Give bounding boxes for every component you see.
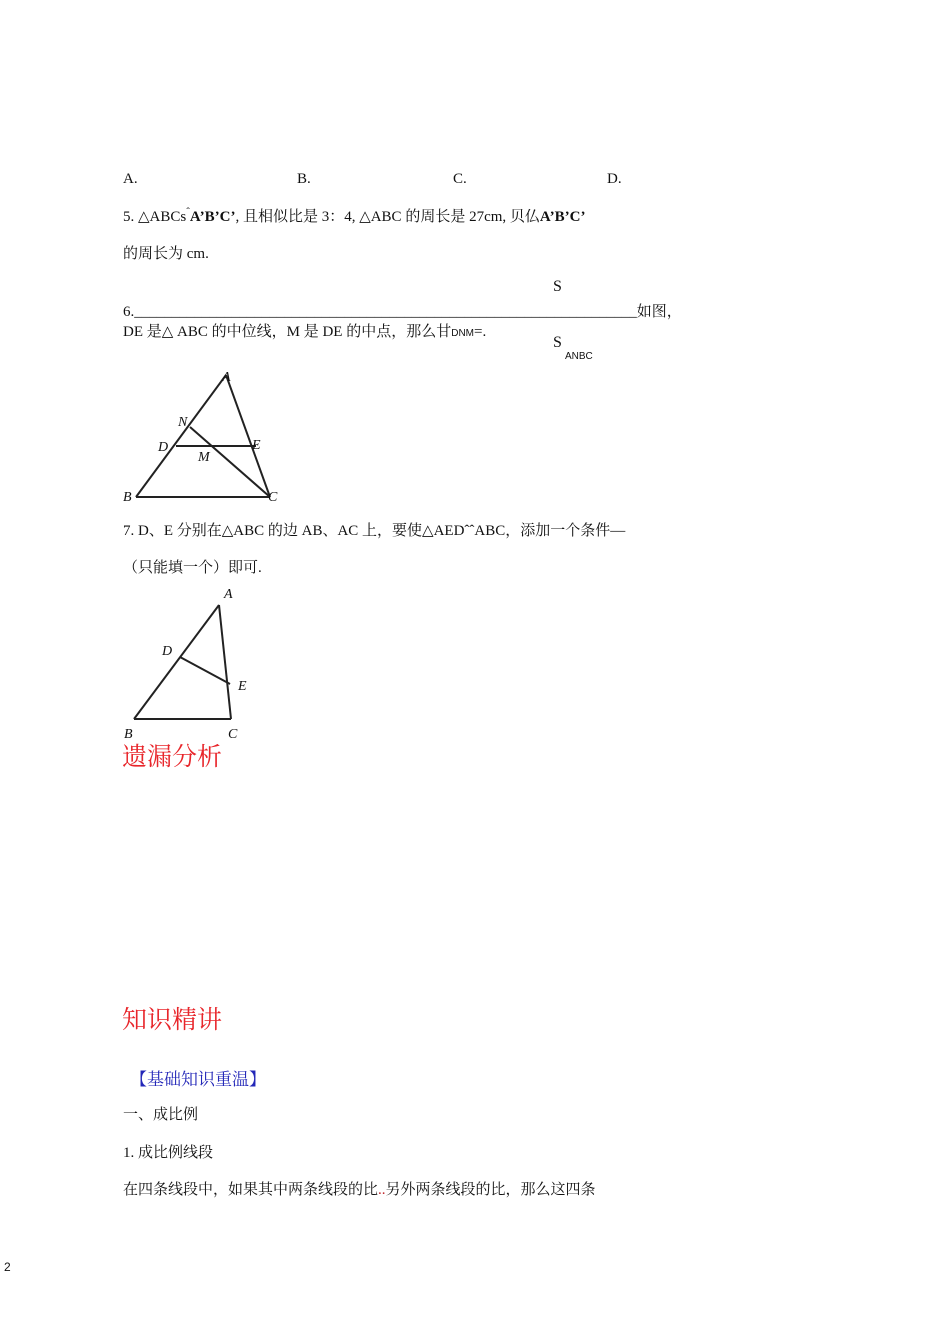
question-5-body: , 且相似比是 3：4, △ABC 的周长是 27cm, 贝仏 <box>235 209 540 225</box>
label-b: B <box>124 727 133 742</box>
similar-mark: ˆ <box>186 206 190 218</box>
edge-ab <box>136 375 226 497</box>
label-c: C <box>228 727 238 742</box>
option-b: B. <box>297 171 311 187</box>
ratio-subscript-dnm: DNM <box>451 328 474 339</box>
question-7-line2: （只能填一个）即可. <box>123 560 262 576</box>
body-text-end: 另外两条线段的比，那么这四条 <box>385 1182 596 1198</box>
heading-knowledge-lecture: 知识精讲 <box>122 1007 223 1034</box>
question-6-body: DE 是△ ABC 的中位线，M 是 DE 的中点，那么甘 <box>123 324 452 340</box>
question-7-line1: 7. D、E 分别在△ABC 的边 AB、AC 上，要使△AEDˆˆABC，添加一个条件— <box>123 523 626 539</box>
body-text-start: 在四条线段中，如果其中两条线段的比 <box>123 1182 379 1198</box>
segment-de <box>180 657 230 684</box>
body-paragraph <box>123 1178 596 1199</box>
review-title: 【基础知识重温】 <box>130 1070 266 1089</box>
option-a: A. <box>123 171 138 187</box>
body-text-dots: .. <box>378 1182 386 1198</box>
label-n: N <box>178 415 188 430</box>
section-one-title: 一、成比例 <box>123 1107 199 1123</box>
label-c: C <box>268 490 278 505</box>
area-s-bottom: S <box>553 334 562 351</box>
question-5-line2: 的周长为 cm. <box>123 246 209 262</box>
label-d: D <box>162 644 173 659</box>
option-c: C. <box>453 171 467 187</box>
page-number: 2 <box>4 1260 11 1274</box>
question-6-line1: 6.___________________________________________________________________如图， <box>123 304 682 320</box>
triangle-figure-q6 <box>118 365 288 505</box>
label-a: A <box>222 370 231 385</box>
question-5-prefix: 5. △ABCs <box>123 209 187 225</box>
area-s-top: S <box>553 278 562 295</box>
label-m: M <box>198 450 210 465</box>
question-5-line1 <box>123 205 585 226</box>
label-e: E <box>252 438 261 453</box>
item-one-title: 1. 成比例线段 <box>123 1145 214 1161</box>
ratio-subscript-anbc: ANBC <box>565 351 593 362</box>
triangle-figure-q7 <box>118 585 268 743</box>
label-d: D <box>158 440 169 455</box>
option-d: D. <box>607 171 622 187</box>
edge-ac <box>219 605 231 719</box>
heading-omission-analysis: 遗漏分析 <box>122 744 223 771</box>
triangle-prime-2: A’B’C’ <box>539 209 586 225</box>
label-b: B <box>123 490 132 505</box>
label-a: A <box>224 587 233 602</box>
question-6-end: =. <box>474 324 487 340</box>
edge-ab <box>134 605 219 719</box>
question-6-line2 <box>123 320 486 341</box>
triangle-prime-1: A’B’C’ <box>189 209 236 225</box>
label-e: E <box>238 679 247 694</box>
